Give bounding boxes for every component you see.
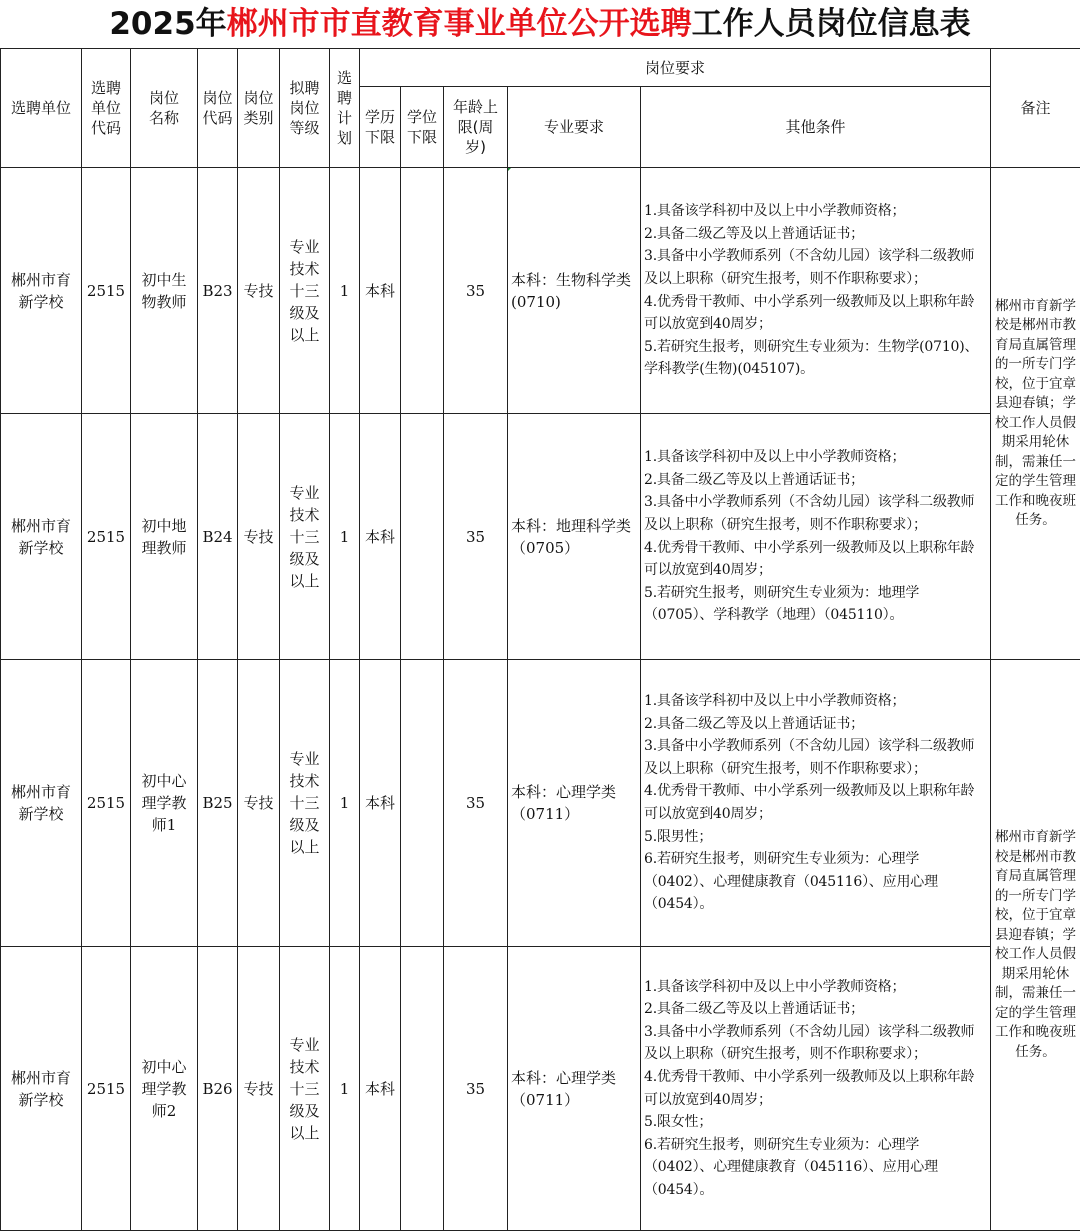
cell-note: 郴州市育新学校是郴州市教育局直属管理的一所专门学校，位于宜章县迎春镇；学校工作人员假期采用轮休制，需兼任一定的学生管理工作和晚夜班任务。	[991, 168, 1080, 660]
cell-level: 专业技术十三级及以上	[280, 414, 330, 660]
condition-item: 5.若研究生报考，则研究生专业须为：生物学(0710)、学科教学(生物)(045107)。	[644, 336, 987, 381]
cell-conditions	[641, 168, 991, 414]
condition-item: 1.具备该学科初中及以上中小学教师资格；	[644, 690, 987, 713]
cell-post-name: 初中心理学教师1	[131, 660, 198, 947]
header-edu: 学历下限	[360, 87, 401, 168]
cell-unit-code: 2515	[82, 660, 131, 947]
header-others: 其他条件	[641, 87, 991, 168]
cell-post-type: 专技	[238, 947, 280, 1231]
condition-item: 2.具备二级乙等及以上普通话证书；	[644, 469, 987, 492]
condition-item: 3.具备中小学教师系列（不含幼儿园）该学科二级教师及以上职称（研究生报考，则不作职称要求）；	[644, 491, 987, 536]
header-age: 年龄上限(周岁)	[444, 87, 508, 168]
header-degree: 学位下限	[401, 87, 444, 168]
header-requirements: 岗位要求	[360, 49, 991, 87]
cell-post-code: B23	[198, 168, 238, 414]
cell-unit: 郴州市育新学校	[1, 168, 82, 414]
title-suffix: 工作人员岗位信息表	[692, 6, 971, 42]
cell-age: 35	[444, 168, 508, 414]
condition-item: 2.具备二级乙等及以上普通话证书；	[644, 223, 987, 246]
cell-age: 35	[444, 947, 508, 1231]
cell-unit: 郴州市育新学校	[1, 660, 82, 947]
condition-item: 1.具备该学科初中及以上中小学教师资格；	[644, 200, 987, 223]
cell-unit: 郴州市育新学校	[1, 947, 82, 1231]
header-post-type: 岗位类别	[238, 49, 280, 168]
cell-conditions	[641, 947, 991, 1231]
cell-conditions	[641, 414, 991, 660]
header-note: 备注	[991, 49, 1080, 168]
cell-major: 本科：地理科学类（0705）	[508, 414, 641, 660]
cell-major: 本科：心理学类（0711）	[508, 660, 641, 947]
cell-level: 专业技术十三级及以上	[280, 947, 330, 1231]
table-row	[1, 168, 1080, 414]
cell-post-name: 初中心理学教师2	[131, 947, 198, 1231]
header-post-code: 岗位代码	[198, 49, 238, 168]
cell-post-type: 专技	[238, 168, 280, 414]
cell-edu: 本科	[360, 168, 401, 414]
table-row	[1, 414, 1080, 660]
post-info-table	[0, 48, 1080, 1231]
condition-item: 5.限女性；	[644, 1111, 987, 1134]
condition-item: 4.优秀骨干教师、中小学系列一级教师及以上职称年龄可以放宽到40周岁；	[644, 1066, 987, 1111]
header-unit-code: 选聘单位代码	[82, 49, 131, 168]
cell-note: 郴州市育新学校是郴州市教育局直属管理的一所专门学校，位于宜章县迎春镇；学校工作人员假期采用轮休制，需兼任一定的学生管理工作和晚夜班任务。	[991, 660, 1080, 1231]
cell-unit: 郴州市育新学校	[1, 414, 82, 660]
condition-item: 4.优秀骨干教师、中小学系列一级教师及以上职称年龄可以放宽到40周岁；	[644, 537, 987, 582]
condition-item: 6.若研究生报考，则研究生专业须为：心理学（0402）、心理健康教育（045116）、应用心理（0454）。	[644, 1134, 987, 1202]
cell-post-type: 专技	[238, 660, 280, 947]
condition-item: 6.若研究生报考，则研究生专业须为：心理学（0402）、心理健康教育（045116）、应用心理（0454）。	[644, 848, 987, 916]
cell-post-code: B26	[198, 947, 238, 1231]
cell-edu: 本科	[360, 414, 401, 660]
cell-major: 本科：生物科学类(0710)	[508, 168, 641, 414]
cell-unit-code: 2515	[82, 168, 131, 414]
cell-plan: 1	[330, 414, 360, 660]
condition-item: 2.具备二级乙等及以上普通话证书；	[644, 998, 987, 1021]
condition-item: 3.具备中小学教师系列（不含幼儿园）该学科二级教师及以上职称（研究生报考，则不作职称要求）；	[644, 245, 987, 290]
cell-post-code: B25	[198, 660, 238, 947]
header-post-name: 岗位名称	[131, 49, 198, 168]
cell-post-type: 专技	[238, 414, 280, 660]
cell-edu: 本科	[360, 660, 401, 947]
cell-degree	[401, 947, 444, 1231]
condition-item: 1.具备该学科初中及以上中小学教师资格；	[644, 446, 987, 469]
cell-major: 本科：心理学类（0711）	[508, 947, 641, 1231]
condition-item: 5.限男性；	[644, 826, 987, 849]
cell-post-name: 初中地理教师	[131, 414, 198, 660]
table-row	[1, 947, 1080, 1231]
table-row	[1, 660, 1080, 947]
cell-level: 专业技术十三级及以上	[280, 168, 330, 414]
cell-degree	[401, 168, 444, 414]
cell-post-code: B24	[198, 414, 238, 660]
cell-plan: 1	[330, 947, 360, 1231]
cell-conditions	[641, 660, 991, 947]
cell-level: 专业技术十三级及以上	[280, 660, 330, 947]
header-unit: 选聘单位	[1, 49, 82, 168]
cell-unit-code: 2515	[82, 947, 131, 1231]
cell-age: 35	[444, 414, 508, 660]
condition-item: 4.优秀骨干教师、中小学系列一级教师及以上职称年龄可以放宽到40周岁；	[644, 780, 987, 825]
header-major: 专业要求	[508, 87, 641, 168]
cell-edu: 本科	[360, 947, 401, 1231]
header-plan: 选聘计划	[330, 49, 360, 168]
cell-plan: 1	[330, 168, 360, 414]
page-title	[0, 0, 1080, 48]
condition-item: 4.优秀骨干教师、中小学系列一级教师及以上职称年龄可以放宽到40周岁；	[644, 291, 987, 336]
header-level: 拟聘岗位等级	[280, 49, 330, 168]
cell-unit-code: 2515	[82, 414, 131, 660]
cell-post-name: 初中生物教师	[131, 168, 198, 414]
condition-item: 3.具备中小学教师系列（不含幼儿园）该学科二级教师及以上职称（研究生报考，则不作职称要求）；	[644, 735, 987, 780]
condition-item: 2.具备二级乙等及以上普通话证书；	[644, 713, 987, 736]
condition-item: 3.具备中小学教师系列（不含幼儿园）该学科二级教师及以上职称（研究生报考，则不作职称要求）；	[644, 1021, 987, 1066]
cell-degree	[401, 660, 444, 947]
cell-age: 35	[444, 660, 508, 947]
condition-item: 1.具备该学科初中及以上中小学教师资格；	[644, 976, 987, 999]
cell-degree	[401, 414, 444, 660]
title-prefix: 2025年	[109, 6, 226, 42]
cell-plan: 1	[330, 660, 360, 947]
title-highlight: 郴州市市直教育事业单位公开选聘	[227, 6, 692, 42]
condition-item: 5.若研究生报考，则研究生专业须为：地理学（0705）、学科教学（地理）（045110）。	[644, 582, 987, 627]
